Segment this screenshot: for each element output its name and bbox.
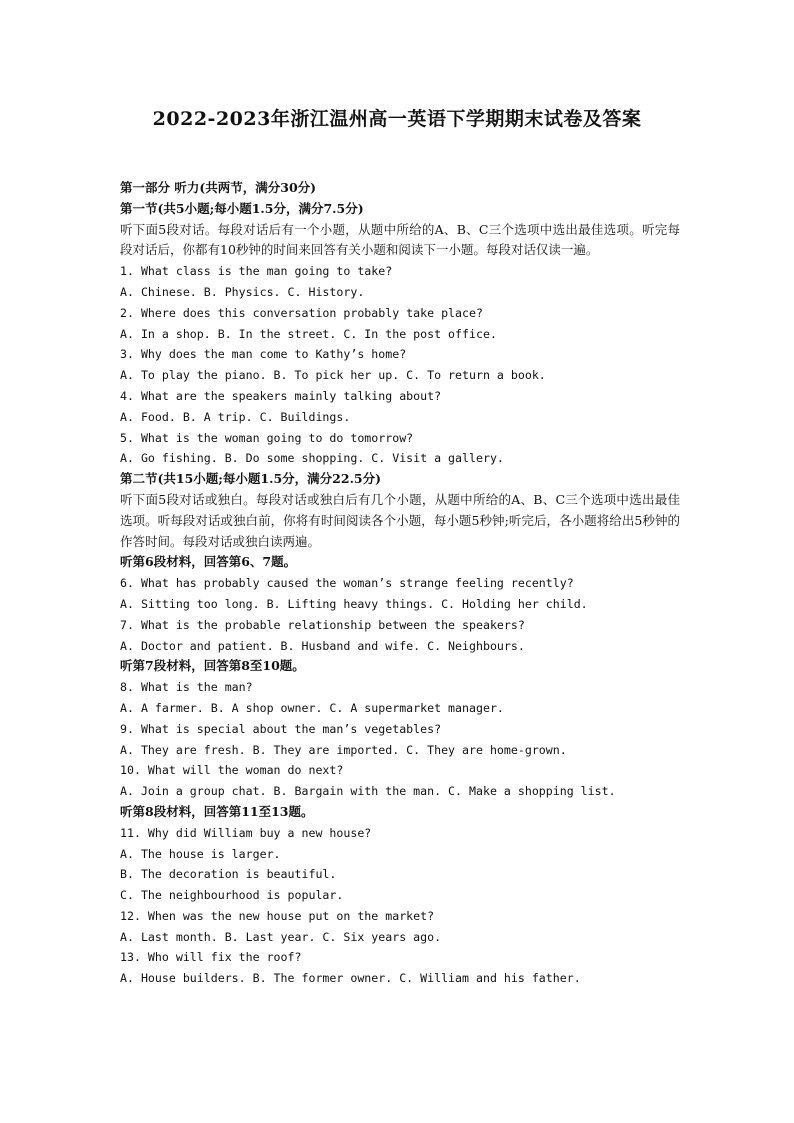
question-line: 1. What class is the man going to take? xyxy=(120,264,393,279)
section-heading: 第一部分 听力(共两节，满分30分) xyxy=(120,180,317,195)
question-line: 9. What is special about the man’s vegetables? xyxy=(120,721,442,736)
instruction-paragraph: 听下面5段对话。每段对话后有一个小题，从题中所给的A、B、C三个选项中选出最佳选项。听完每段对话后，你都有10秒钟的时间来回答有关小题和阅读下一小题。每段对话仅读一遍。 xyxy=(120,221,680,258)
question-line: A. To play the piano. B. To pick her up. C. To return a book. xyxy=(120,368,546,383)
question-line: 5. What is the woman going to do tomorrow? xyxy=(120,430,414,445)
question-line: 7. What is the probable relationship between the speakers? xyxy=(120,617,525,632)
section-heading: 听第7段材料，回答第8至10题。 xyxy=(120,658,305,674)
question-line: 8. What is the man? xyxy=(120,680,253,695)
question-line: 4. What are the speakers mainly talking about? xyxy=(120,388,442,403)
question-line: 2. Where does this conversation probably take place? xyxy=(120,305,483,320)
question-line: A. Last month. B. Last year. C. Six years ago. xyxy=(120,929,442,944)
question-line: A. A farmer. B. A shop owner. C. A supermarket manager. xyxy=(120,700,504,715)
question-line: A. The house is larger. xyxy=(120,846,281,861)
question-line: 6. What has probably caused the woman’s strange feeling recently? xyxy=(120,576,574,591)
section-heading: 第一节(共5小题;每小题1.5分，满分7.5分) xyxy=(120,200,364,216)
section-heading: 听第6段材料，回答第6、7题。 xyxy=(120,554,297,570)
question-line: A. They are fresh. B. They are imported. C. They are home-grown. xyxy=(120,742,567,757)
question-line: B. The decoration is beautiful. xyxy=(120,867,337,882)
instruction-paragraph: 听下面5段对话或独白。每段对话或独白后有几个小题，从题中所给的A、B、C三个选项中选出最佳选项。听每段对话或独白前，你将有时间阅读各个小题，每小题5秒钟;听完后，各小题将给出5秒钟的作答时间。每段对话或独白读两遍。 xyxy=(120,491,680,549)
document-body xyxy=(120,178,680,989)
question-line: 13. Who will fix the roof? xyxy=(120,950,302,965)
question-line: A. House builders. B. The former owner. C. William and his father. xyxy=(120,971,581,986)
document-title: 2022-2023年浙江温州高一英语下学期期末试卷及答案 xyxy=(152,108,642,130)
question-line: 3. Why does the man come to Kathy’s home? xyxy=(120,347,407,362)
question-line: 11. Why did William buy a new house? xyxy=(120,825,372,840)
question-line: A. Doctor and patient. B. Husband and wife. C. Neighbours. xyxy=(120,638,525,653)
question-line: A. In a shop. B. In the street. C. In the post office. xyxy=(120,326,497,341)
section-heading: 第二节(共15小题;每小题1.5分，满分22.5分) xyxy=(120,471,382,487)
question-line: A. Sitting too long. B. Lifting heavy things. C. Holding her child. xyxy=(120,596,588,611)
question-line: A. Food. B. A trip. C. Buildings. xyxy=(120,409,351,424)
question-line: A. Chinese. B. Physics. C. History. xyxy=(120,284,365,299)
question-line: 10. What will the woman do next? xyxy=(120,763,344,778)
question-line: A. Join a group chat. B. Bargain with the man. C. Make a shopping list. xyxy=(120,784,616,799)
question-line: 12. When was the new house put on the market? xyxy=(120,908,435,923)
question-line: A. Go fishing. B. Do some shopping. C. Visit a gallery. xyxy=(120,451,504,466)
question-line: C. The neighbourhood is popular. xyxy=(120,888,344,903)
section-heading: 听第8段材料，回答第11至13题。 xyxy=(120,803,314,819)
